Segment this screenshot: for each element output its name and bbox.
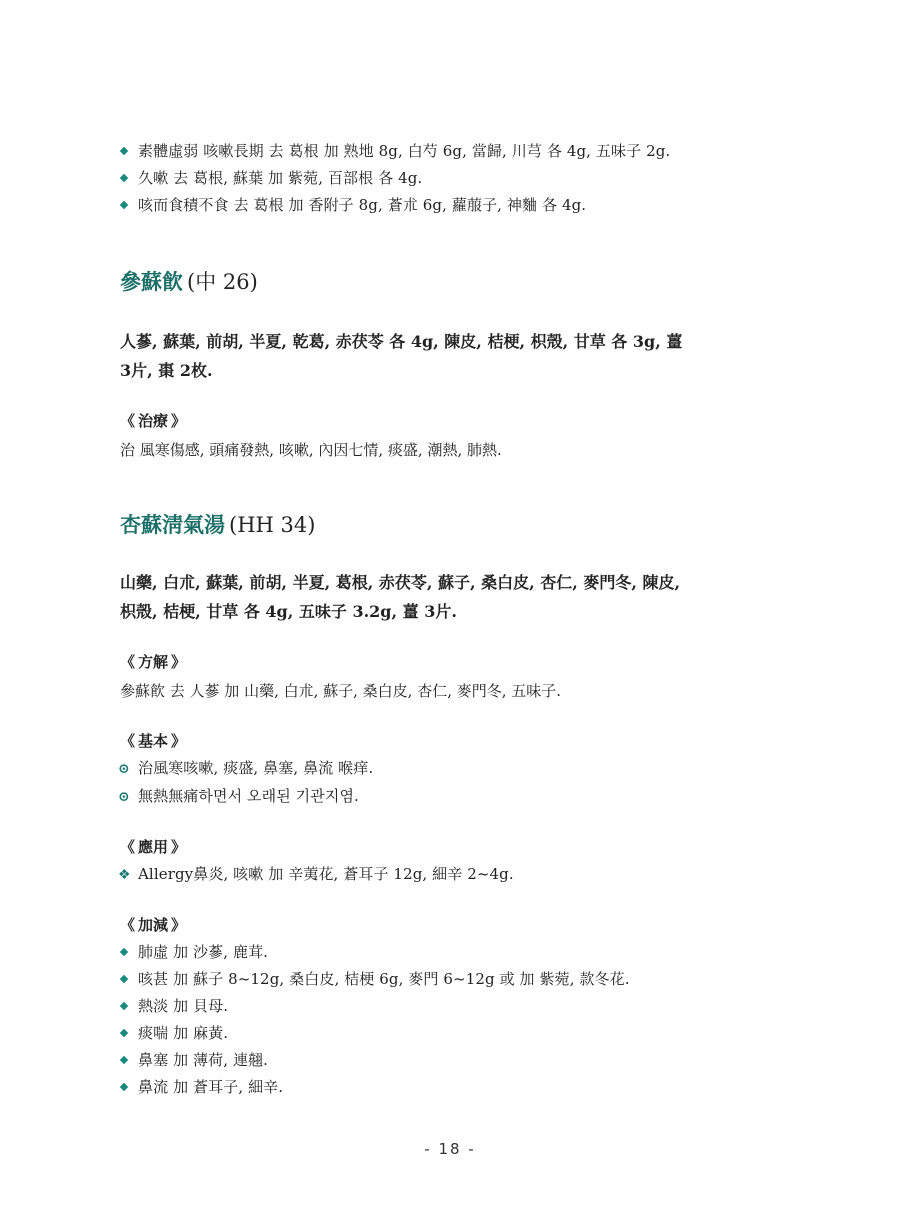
circled-dot-icon (120, 756, 138, 783)
four-diamond-icon (120, 862, 138, 889)
section-title (120, 267, 800, 297)
diamond-bullet-icon (120, 993, 138, 1020)
diamond-bullet-icon (120, 165, 138, 192)
circled-dot-icon (120, 784, 138, 811)
list-item-text: 無熱無痛하면서 오래된 기관지염. (138, 787, 359, 805)
diamond-bullet-icon (120, 1074, 138, 1101)
diamond-bullet-icon (120, 1047, 138, 1074)
prescription-formula (120, 568, 800, 626)
list-item (120, 939, 800, 966)
list-item-text: 肺虛 加 沙蔘, 鹿茸. (138, 943, 269, 961)
list-item-text: 熱淡 加 貝母. (138, 997, 229, 1015)
basic-list (120, 755, 800, 811)
diamond-bullet-icon (120, 939, 138, 966)
prescription-code: (中 26) (187, 270, 258, 294)
list-item-text: 治風寒咳嗽, 痰盛, 鼻塞, 鼻流 喉痒. (138, 759, 374, 777)
list-item-text: 素體虛弱 咳嗽長期 去 葛根 加 熟地 8g, 白芍 6g, 當歸, 川芎 各 4g, 五味子 2g. (138, 142, 671, 160)
list-item (120, 165, 800, 192)
list-item-text: 痰喘 加 麻黃. (138, 1024, 229, 1042)
list-item (120, 1020, 800, 1047)
list-item (120, 1047, 800, 1074)
section-heading-apply: 《 應用 》 (120, 835, 800, 859)
list-item (120, 861, 800, 889)
page-number: - 18 - (424, 1140, 476, 1158)
prescription-name: 參蘇飮 (120, 269, 183, 294)
diamond-bullet-icon (120, 1020, 138, 1047)
prescription-name: 杏蘇淸氣湯 (120, 512, 225, 537)
list-item-text: 鼻塞 加 薄荷, 連翹. (138, 1051, 269, 1069)
list-item-text: 久嗽 去 葛根, 蘇葉 加 紫菀, 百部根 各 4g. (138, 169, 423, 187)
page-content (120, 138, 800, 1101)
diamond-bullet-icon (120, 966, 138, 993)
prescription-code: (HH 34) (229, 513, 316, 537)
list-item (120, 783, 800, 811)
modify-list (120, 939, 800, 1101)
list-item-text: 鼻流 加 蒼耳子, 細辛. (138, 1078, 284, 1096)
list-item (120, 192, 800, 219)
formula-line: 枳殼, 桔梗, 甘草 各 4g, 五味子 3.2g, 薑 3片. (120, 602, 457, 621)
list-item (120, 138, 800, 165)
section-heading-treatment: 《 治療 》 (120, 409, 800, 433)
list-item (120, 755, 800, 783)
formula-line: 山藥, 白朮, 蘇葉, 前胡, 半夏, 葛根, 赤茯苓, 蘇子, 桑白皮, 杏仁, 麥門冬, 陳皮, (120, 573, 681, 592)
list-item (120, 1074, 800, 1101)
treatment-text: 治 風寒傷感, 頭痛發熱, 咳嗽, 內因七情, 痰盛, 潮熱, 肺熱. (120, 441, 502, 459)
section-heading-modify: 《 加減 》 (120, 913, 800, 937)
diamond-bullet-icon (120, 192, 138, 219)
diamond-bullet-icon (120, 138, 138, 165)
top-modification-list (120, 138, 800, 219)
apply-list (120, 861, 800, 889)
formula-line: 3片, 棗 2枚. (120, 361, 213, 380)
list-item-text: 咳而食積不食 去 葛根 加 香附子 8g, 蒼朮 6g, 蘿菔子, 神麯 各 4g. (138, 196, 587, 214)
list-item (120, 966, 800, 993)
section-heading-basic: 《 基本 》 (120, 729, 800, 753)
list-item (120, 993, 800, 1020)
section-title (120, 510, 800, 540)
section-heading-fangjie: 《 方解 》 (120, 650, 800, 674)
fangjie-text: 參蘇飮 去 人蔘 加 山藥, 白朮, 蘇子, 桑白皮, 杏仁, 麥門冬, 五味子. (120, 682, 562, 700)
list-item-text: 咳甚 加 蘇子 8~12g, 桑白皮, 桔梗 6g, 麥門 6~12g 或 加 紫菀, 款冬花. (138, 970, 630, 988)
prescription-formula (120, 327, 800, 385)
formula-line: 人蔘, 蘇葉, 前胡, 半夏, 乾葛, 赤茯苓 各 4g, 陳皮, 桔梗, 枳殼, 甘草 各 3g, 薑 (120, 332, 683, 351)
list-item-text: Allergy鼻炎, 咳嗽 加 辛荑花, 蒼耳子 12g, 細辛 2~4g. (138, 865, 514, 883)
